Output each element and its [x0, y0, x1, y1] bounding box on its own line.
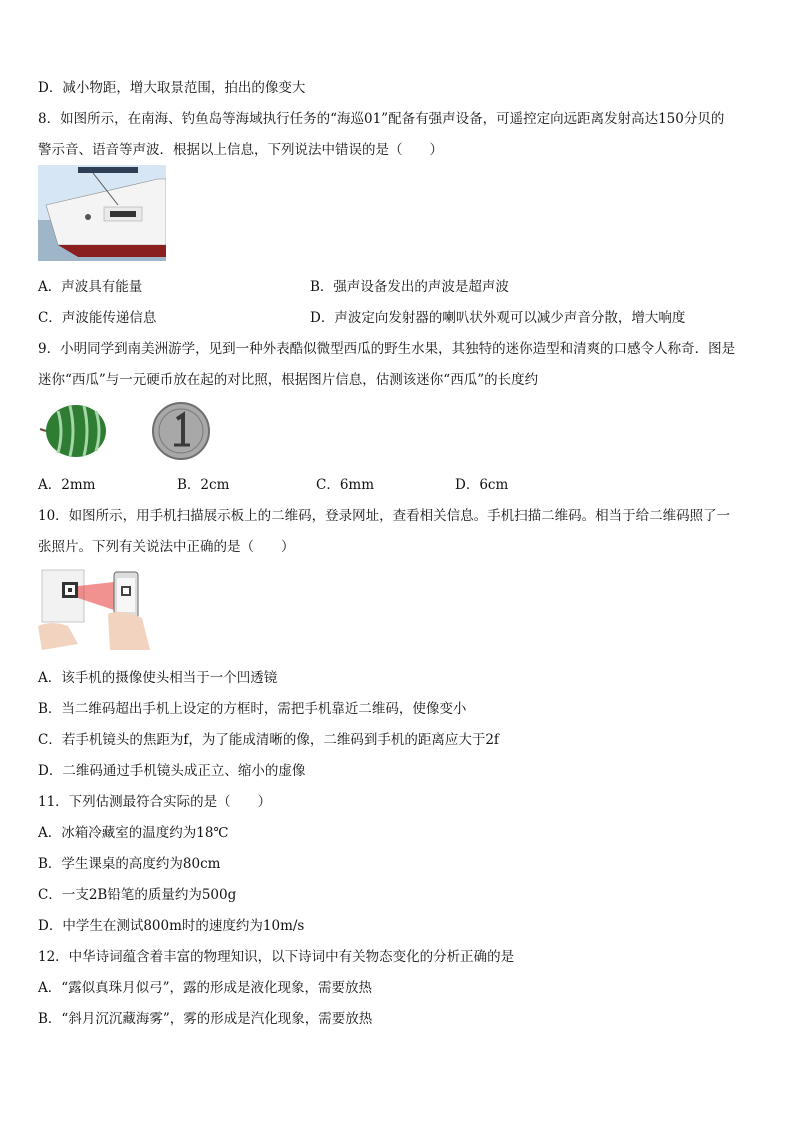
q10-option-b: B．当二维码超出手机上设定的方框时，需把手机靠近二维码，使像变小 — [38, 701, 467, 717]
q10-option-a: A．该手机的摄像使头相当于一个凹透镜 — [38, 670, 278, 686]
q8-option-d: D．声波定向发射器的喇叭状外观可以减少声音分散，增大响度 — [310, 310, 686, 326]
q9-figure — [38, 401, 758, 461]
q12-option-b: B．“斜月沉沉藏海雾”，雾的形成是汽化现象，需要放热 — [38, 1011, 373, 1027]
mini-watermelon-image — [38, 401, 110, 461]
q11-option-d: D．中学生在测试800m时的速度约为10m/s — [38, 918, 305, 934]
q8-option-a: A．声波具有能量 — [38, 279, 143, 295]
q9-option-c: C．6mm — [316, 477, 375, 493]
exam-page — [38, 78, 758, 1040]
q9-option-d: D．6cm — [455, 477, 509, 493]
q8-options-row2 — [38, 308, 758, 328]
q8-stem-line2: 警示音、语音等声波．根据以上信息，下列说法中错误的是（ ） — [38, 142, 443, 158]
q8-figure — [38, 171, 758, 265]
q10-option-d: D．二维码通过手机镜头成正立、缩小的虚像 — [38, 763, 306, 779]
one-yuan-coin-image — [150, 401, 212, 461]
q12-stem: 12．中华诗词蕴含着丰富的物理知识，以下诗词中有关物态变化的分析正确的是 — [38, 949, 515, 965]
q11-option-a: A．冰箱冷藏室的温度约为18℃ — [38, 825, 229, 841]
phone-scan-qr-image — [38, 564, 156, 652]
q8-option-b: B．强声设备发出的声波是超声波 — [310, 279, 509, 295]
patrol-ship-image — [38, 165, 166, 261]
q9-option-b: B．2cm — [177, 477, 230, 493]
q12-option-a: A．“露似真珠月似弓”，露的形成是液化现象，需要放热 — [38, 980, 373, 996]
q8-option-c: C．声波能传递信息 — [38, 310, 157, 326]
q10-option-c: C．若手机镜头的焦距为f，为了能成清晰的像，二维码到手机的距离应大于2f — [38, 732, 499, 748]
q10-stem-line1: 10．如图所示，用手机扫描展示板上的二维码，登录网址，查看相关信息。手机扫描二维码。相当于给二维码照了一 — [38, 508, 731, 524]
q8-options-row1 — [38, 277, 758, 297]
q11-stem: 11．下列估测最符合实际的是（ ） — [38, 794, 272, 810]
q9-stem-line2: 迷你“西瓜”与一元硬币放在起的对比照，根据图片信息，估测该迷你“西瓜”的长度约 — [38, 372, 539, 388]
q9-stem-line1: 9．小明同学到南美洲游学，见到一种外表酷似微型西瓜的野生水果，其独特的迷你造型和清爽的口感令人称奇．图是 — [38, 341, 736, 357]
q9-option-a: A．2mm — [38, 477, 96, 493]
q11-option-b: B．学生课桌的高度约为80cm — [38, 856, 221, 872]
q10-figure — [38, 568, 758, 656]
q9-options-row — [38, 475, 758, 495]
q10-stem-line2: 张照片。下列有关说法中正确的是（ ） — [38, 539, 295, 555]
prev-option-d: D．减小物距，增大取景范围，拍出的像变大 — [38, 80, 306, 96]
q8-stem-line1: 8．如图所示，在南海、钓鱼岛等海域执行任务的“海巡01”配备有强声设备，可遥控定向远距离发射高达150分贝的 — [38, 111, 725, 127]
q11-option-c: C．一支2B铅笔的质量约为500g — [38, 887, 237, 903]
